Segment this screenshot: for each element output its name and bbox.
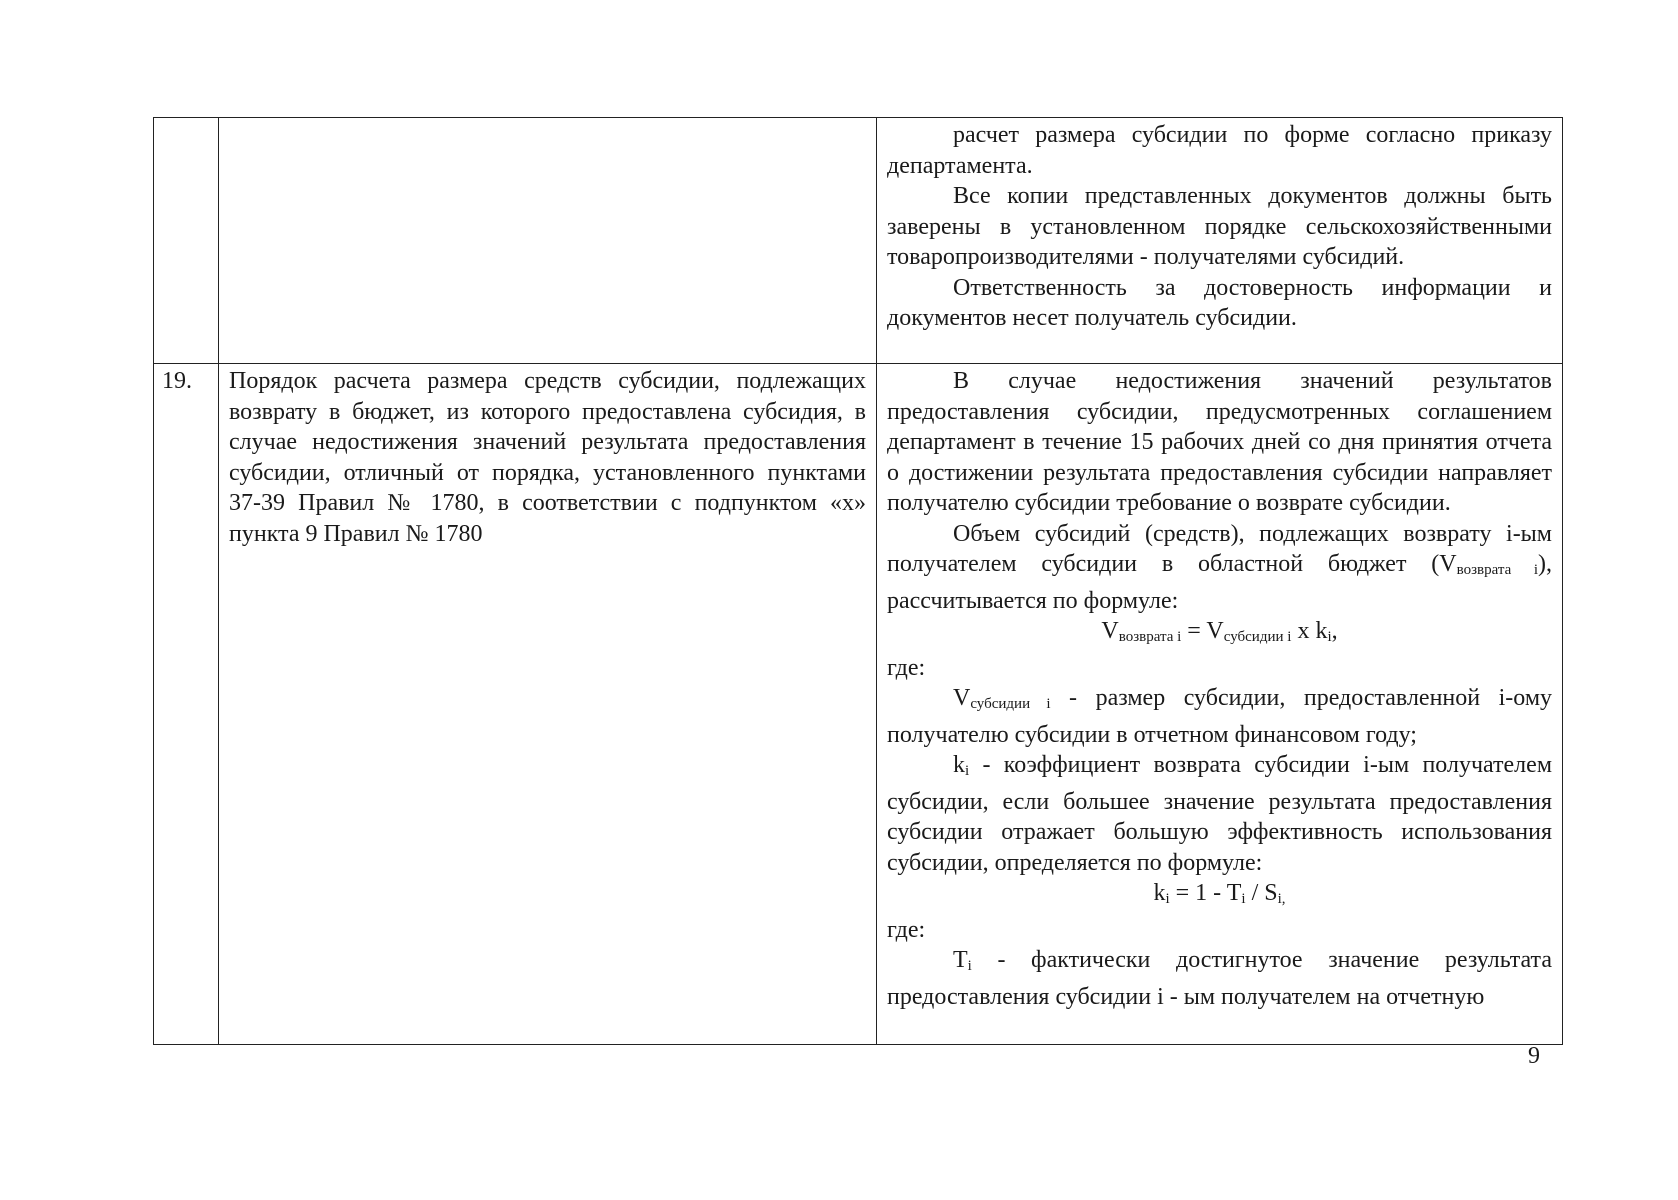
paragraph-responsibility: Ответственность за достоверность информации и документов несет получатель субсидии. bbox=[887, 274, 1552, 331]
row-content-cell bbox=[877, 118, 1563, 364]
paragraph-copies-certified: Все копии представленных документов должны быть заверены в установленном порядке сельскохозяйственными товаропроизводителями - получателями субсидий. bbox=[887, 183, 1552, 270]
definition-k-coefficient: $k_i$ - коэффициент возврата субсидии i-ым получателем субсидии, если большее значение результата предоставления субсидии отражает большую эффективность использования субсидии, определяется по формуле: bbox=[887, 752, 1552, 876]
row-content-cell bbox=[877, 364, 1563, 1045]
page-number: 9 bbox=[1528, 1043, 1540, 1069]
definition-v-subsidy: $V_{субсидии i}$ - размер субсидии, предоставленной i-ому получателю субсидии в отчетном финансовом году; bbox=[887, 685, 1553, 748]
paragraph-calc-form: расчет размера субсидии по форме согласно приказу департамента. bbox=[887, 122, 1552, 179]
row-number-cell: 19. bbox=[154, 364, 219, 1045]
formula-refund: $V_{возврата i} = V_{субсидии i}$ x $k_i$, bbox=[1101, 618, 1338, 645]
row-number-cell bbox=[154, 118, 219, 364]
definition-t-actual: $T_i$ - фактически достигнутое значение результата предоставления субсидии i - ым получателем на отчетную bbox=[887, 947, 1552, 1010]
document-table bbox=[153, 117, 1563, 1045]
row-title-cell: Порядок расчета размера средств субсидии, подлежащих возврату в бюджет, из которого предоставлена субсидия, в случае недостижения значений результата предоставления субсидии, отличный от порядка, установленного пунктами 37-39 Правил № 1780, в соответствии с подпунктом «х» пункта 9 Правил № 1780 bbox=[219, 364, 877, 1045]
table-row bbox=[154, 364, 1563, 1045]
paragraph-refund-demand: В случае недостижения значений результатов предоставления субсидии, предусмотренных соглашением департамент в течение 15 рабочих дней со дня принятия отчета о достижении результата предоставления субсидии направляет получателю субсидии требование о возврате субсидии. bbox=[887, 368, 1552, 516]
row-title-cell bbox=[219, 118, 877, 364]
where-label: где: bbox=[887, 916, 926, 943]
where-label: где: bbox=[887, 654, 926, 681]
paragraph-refund-volume: Объем субсидий (средств), подлежащих возврату i-ым получателем субсидии в областной бюджет $(V_{возврата i})$, рассчитывается по формуле: bbox=[887, 520, 1552, 614]
formula-coefficient: $k_i = 1 - T_i / S_{i,}$ bbox=[1153, 880, 1286, 907]
table-row bbox=[154, 118, 1563, 364]
